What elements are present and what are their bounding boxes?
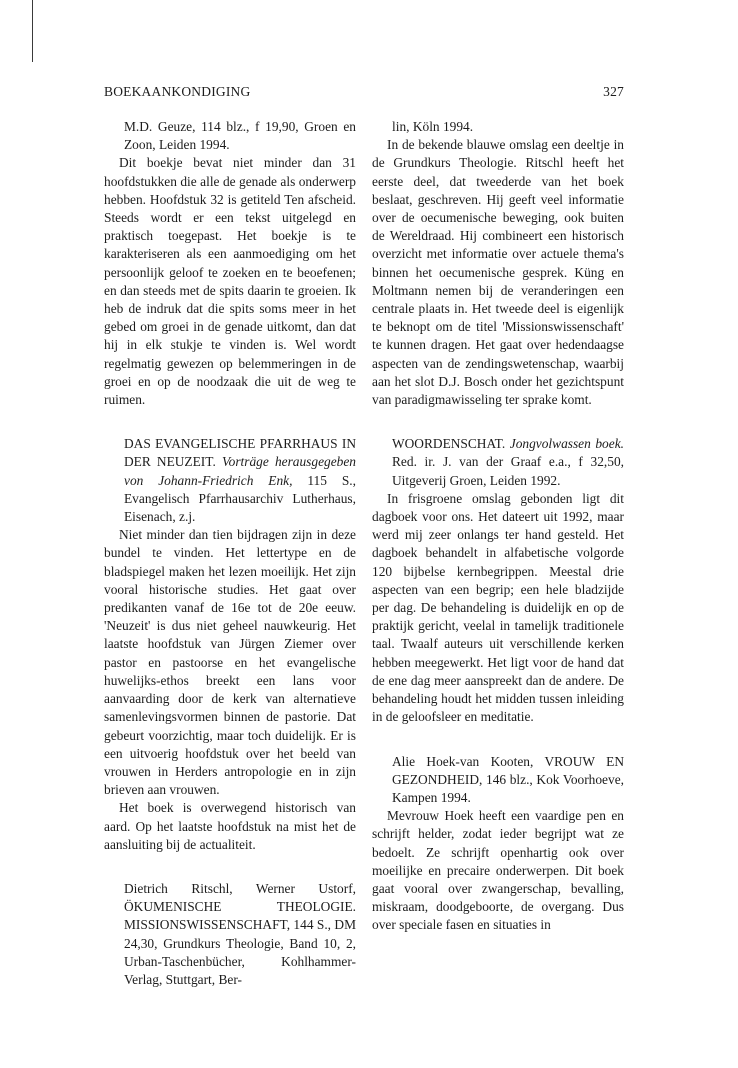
review-pfarrhaus-1: Niet minder dan tien bijdragen zijn in deze bundel te vinden. Het lettertype en de bladspiegel maken het lezen moeilijk. Het zijn vooral historische studies. Het gaat over predikanten vanaf de 16e tot de 20e eeuw. 'Neuzeit' is dus niet geheel nauwkeurig. Het laatste hoofdstuk van Jürgen Ziemer over pastor en pastoorse en het evangelische huwelijks-ethos breekt een lans voor aanvaarding door de kerk van alternatieve samenlevingsvormen binnen de pastorie. Dat gebeurt voorzichtig, maar toch duidelijk. Er is een uitvoerig hoofdstuk over het beeld van vrouwen in Herders antropologie en in zijn brieven aan vrouwen. [104, 527, 356, 798]
book-title-pfarrhaus: DAS EVANGELISCHE PFARRHAUS IN DER NEUZEIT. [124, 436, 356, 470]
book-details-woordenschat: Red. ir. J. van der Graaf e.a., f 32,50, Uitgeverij Groen, Leiden 1992. [392, 454, 624, 488]
review-pfarrhaus-2: Het boek is overwegend historisch van aard. Op het laatste hoofdstuk na mist het de aansluiting bij de actualiteit. [104, 800, 356, 852]
running-title: BOEKAANKONDIGING [104, 84, 251, 99]
book-entry-woordenschat [372, 435, 624, 490]
page-number: 327 [603, 84, 624, 99]
review-vrouw-en-gezondheid: Mevrouw Hoek heeft een vaardige pen en schrijft helder, zodat ieder begrijpt wat ze bedoelt. Ze schrijft openhartig ook over moeilijke en precaire onderwerpen. Dit boek gaat vooral over zwangerschap, bevalling, miskraam, doodgeboorte, de overgang. Dus over speciale fasen en situaties in [372, 808, 624, 933]
review-geuze: Dit boekje bevat niet minder dan 31 hoofdstukken die alle de genade als onderwerp hebben. Hoofdstuk 32 is getiteld Ten afscheid. Steeds wordt er een tekst uitgelegd en praktisch toegepast. Het boekje is te karakteriseren als een aanmoediging om het persoonlijk geloof te zoeken en te beoefenen; en dan steeds met de spits daarin te groeien. Ik heb de indruk dat die spits soms meer in het gebed om groei in de genade uitkomt, dan dat hij in elk stukje te vinden is. Wel wordt regelmatig gewezen op belemmeringen in de groei en op de noodzaak die uit de weg te ruimen. [104, 155, 356, 408]
book-entry-oekumenische-theologie: Dietrich Ritschl, Werner Ustorf, ÖKUMENISCHE THEOLOGIE. MISSIONSWISSENSCHAFT, 144 S., DM 24,30, Grundkurs Theologie, Band 10, 2, Urban-Taschenbücher, Kohlhammer-Verlag, Stuttgart, Ber- [124, 880, 356, 987]
book-entry-geuze-continued: M.D. Geuze, 114 blz., f 19,90, Groen en Zoon, Leiden 1994. [124, 119, 356, 153]
book-subtitle-pfarrhaus: Vorträge herausgegeben von Johann-Friedrich Enk, [124, 454, 357, 488]
book-title-woordenschat: WOORDENSCHAT. [392, 436, 506, 452]
book-entry-vrouw-en-gezondheid: Alie Hoek-van Kooten, VROUW EN GEZONDHEID, 146 blz., Kok Voorhoeve, Kampen 1994. [392, 753, 624, 805]
book-entry-pfarrhaus [104, 435, 356, 526]
scan-edge-line [32, 0, 33, 62]
left-column [104, 118, 356, 989]
review-oekumenische-theologie: In de bekende blauwe omslag een deeltje in de Grundkurs Theologie. Ritschl heeft het eerste deel, dat tweederde van het boek beslaat, geschreven. Hij geeft veel informatie over de oecumenische beweging, ook buiten de Wereldraad. Hij combineert een historisch overzicht met informatie over actuele thema's binnen het oecumenische gesprek. Küng en Moltmann nemen bij de veranderingen een centrale plaats in. Het tweede deel is eigenlijk te beknopt om de titel 'Missionswissenschaft' te kunnen dragen. Het gaat over hedendaagse aspecten van de zendingswetenschap, waarbij aan het slot D.J. Bosch onder het gezichtspunt van paradigmawisseling ter sprake komt. [372, 137, 624, 408]
book-entry-oekumenische-continued: lin, Köln 1994. [392, 119, 474, 134]
right-column [372, 118, 624, 935]
review-woordenschat: In frisgroene omslag gebonden ligt dit dagboek voor ons. Het dateert uit 1992, maar werd mij zeer onlangs ter hand gesteld. Het dagboek behandelt in alfabetische volgorde 120 bijbelse kernbegrippen. Meestal drie aspecten van een begrip; een hele bladzijde per dag. De behandeling is duidelijk en op de praktijk gericht, veelal in tamelijk traditionele taal. Twaalf auteurs uit verschillende kerken hebben meegewerkt. Het ligt voor de hand dat de ene dag meer aanspreekt dan de andere. De behandeling houdt het midden tussen inleiding in de geloofsleer en meditatie. [372, 490, 624, 725]
book-details-pfarrhaus: 115 S., Evangelisch Pfarrhausarchiv Lutherhaus, Eisenach, z.j. [124, 472, 356, 525]
book-subtitle-woordenschat: Jongvolwassen boek. [509, 436, 624, 452]
